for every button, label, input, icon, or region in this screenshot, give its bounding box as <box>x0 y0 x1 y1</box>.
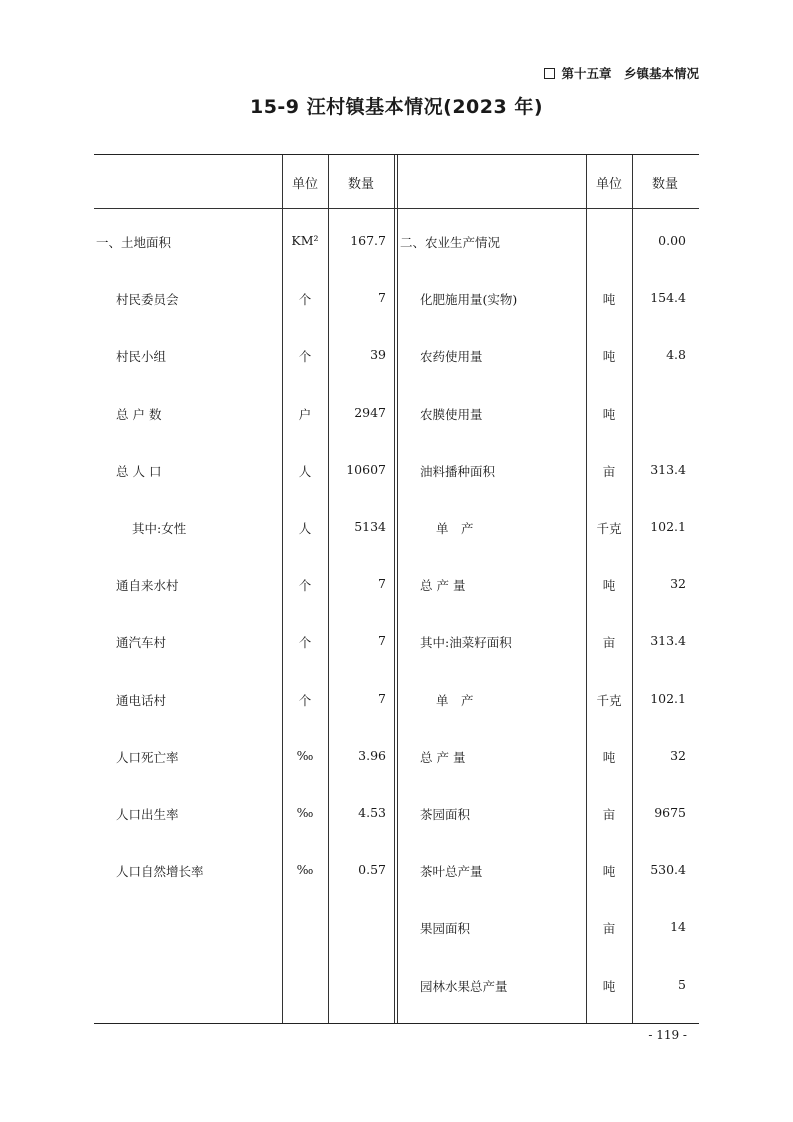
row-label-right: 单 产 <box>436 521 474 536</box>
row-unit-right: 吨 <box>602 749 616 765</box>
row-unit-left: 人 <box>298 463 312 479</box>
row-label-left: 通自来水村 <box>116 578 179 594</box>
table-row <box>94 233 699 253</box>
row-value-right: 4.8 <box>666 347 686 363</box>
table-row <box>94 977 699 997</box>
row-value-left: 4.53 <box>358 805 386 820</box>
row-label-right: 总 产 量 <box>420 578 466 594</box>
row-label-left: 其中:女性 <box>132 521 187 536</box>
row-unit-right: 吨 <box>602 978 616 994</box>
table-row <box>94 347 699 367</box>
row-label-left: 村民委员会 <box>116 292 179 308</box>
row-value-left: 2947 <box>354 404 386 420</box>
row-unit-right: 吨 <box>602 864 616 880</box>
row-label-left: 一、土地面积 <box>96 235 172 250</box>
table-row <box>94 462 699 482</box>
row-value-right: 14 <box>670 919 686 935</box>
row-unit-right: 千克 <box>596 692 622 708</box>
row-label-left: 总 户 数 <box>116 406 162 422</box>
row-label-left: 人口出生率 <box>116 807 179 822</box>
row-label-left: 人口自然增长率 <box>116 864 204 880</box>
chapter-header <box>544 64 699 82</box>
row-value-left: 7 <box>378 290 386 306</box>
row-unit-right: 亩 <box>602 635 616 651</box>
table-row <box>94 576 699 596</box>
row-value-left: 167.7 <box>350 233 386 248</box>
row-label-right: 总 产 量 <box>420 749 466 765</box>
table-row <box>94 805 699 825</box>
row-label-right: 果园面积 <box>420 921 471 937</box>
header-unit-right: 单位 <box>596 177 623 192</box>
header-rule <box>94 208 699 209</box>
row-unit-right: 吨 <box>602 578 616 594</box>
table-row <box>94 919 699 939</box>
table-row <box>94 519 699 539</box>
row-unit-left: ‰ <box>296 862 314 878</box>
row-unit-left: 个 <box>298 349 312 365</box>
row-label-left: 通电话村 <box>116 692 167 708</box>
row-label-right: 化肥施用量(实物) <box>420 292 518 308</box>
row-unit-right: 亩 <box>602 463 616 479</box>
page-number: - 119 - <box>648 1028 687 1042</box>
row-label-right: 油料播种面积 <box>420 463 496 479</box>
row-unit-left: 人 <box>298 521 312 536</box>
row-unit-left: ‰ <box>296 805 314 820</box>
row-value-right: 102.1 <box>650 519 686 534</box>
row-unit-right: 亩 <box>602 921 616 937</box>
row-label-right: 茶园面积 <box>420 807 471 822</box>
row-value-right: 313.4 <box>650 633 686 649</box>
row-unit-right: 亩 <box>602 807 616 822</box>
square-icon <box>544 68 555 79</box>
row-unit-left: 个 <box>298 292 312 308</box>
row-label-left: 通汽车村 <box>116 635 167 651</box>
header-qty-left: 数量 <box>348 177 375 192</box>
page-title: 15-9 汪村镇基本情况(2023 年) <box>249 96 544 118</box>
row-unit-right: 吨 <box>602 292 616 308</box>
row-value-right: 32 <box>670 747 686 763</box>
row-unit-left: 个 <box>298 635 312 651</box>
row-unit-left: 户 <box>298 406 312 422</box>
table-row <box>94 748 699 768</box>
table-row <box>94 862 699 882</box>
row-unit-left: ‰ <box>296 747 314 763</box>
row-value-right: 0.00 <box>658 233 686 248</box>
row-value-right: 102.1 <box>650 690 686 706</box>
row-label-right: 二、农业生产情况 <box>400 235 501 250</box>
row-value-right: 9675 <box>654 805 686 820</box>
table-row <box>94 691 699 711</box>
row-label-left: 总 人 口 <box>116 463 162 479</box>
row-unit-right: 千克 <box>596 521 622 536</box>
row-value-left: 39 <box>370 347 386 363</box>
row-label-right: 单 产 <box>436 692 474 708</box>
row-value-left: 5134 <box>354 519 386 534</box>
row-label-right: 农药使用量 <box>420 349 483 365</box>
row-unit-right: 吨 <box>602 349 616 365</box>
stats-table <box>94 154 699 1024</box>
row-value-right: 32 <box>670 576 686 592</box>
row-label-right: 园林水果总产量 <box>420 978 508 994</box>
row-unit-left: 个 <box>298 578 312 594</box>
row-value-right: 313.4 <box>650 461 686 477</box>
row-value-left: 10607 <box>346 461 386 477</box>
row-unit-left: KM² <box>291 233 319 248</box>
row-label-right: 其中:油菜籽面积 <box>420 635 512 651</box>
row-value-right: 154.4 <box>650 290 686 306</box>
row-value-left: 7 <box>378 576 386 592</box>
row-unit-right: 吨 <box>602 406 616 422</box>
header-unit-left: 单位 <box>292 177 319 192</box>
row-label-right: 农膜使用量 <box>420 406 483 422</box>
row-unit-left: 个 <box>298 692 312 708</box>
row-value-left: 3.96 <box>358 747 386 763</box>
row-value-right: 5 <box>678 976 686 992</box>
row-value-right: 530.4 <box>650 862 686 878</box>
table-row <box>94 290 699 310</box>
row-label-left: 人口死亡率 <box>116 749 179 765</box>
table-row <box>94 633 699 653</box>
table-row <box>94 405 699 425</box>
row-label-right: 茶叶总产量 <box>420 864 483 880</box>
row-label-left: 村民小组 <box>116 349 167 365</box>
header-qty-right: 数量 <box>652 177 679 192</box>
row-value-left: 7 <box>378 690 386 706</box>
chapter-title: 第十五章 乡镇基本情况 <box>561 66 699 81</box>
row-value-left: 7 <box>378 633 386 649</box>
row-value-left: 0.57 <box>358 862 386 878</box>
